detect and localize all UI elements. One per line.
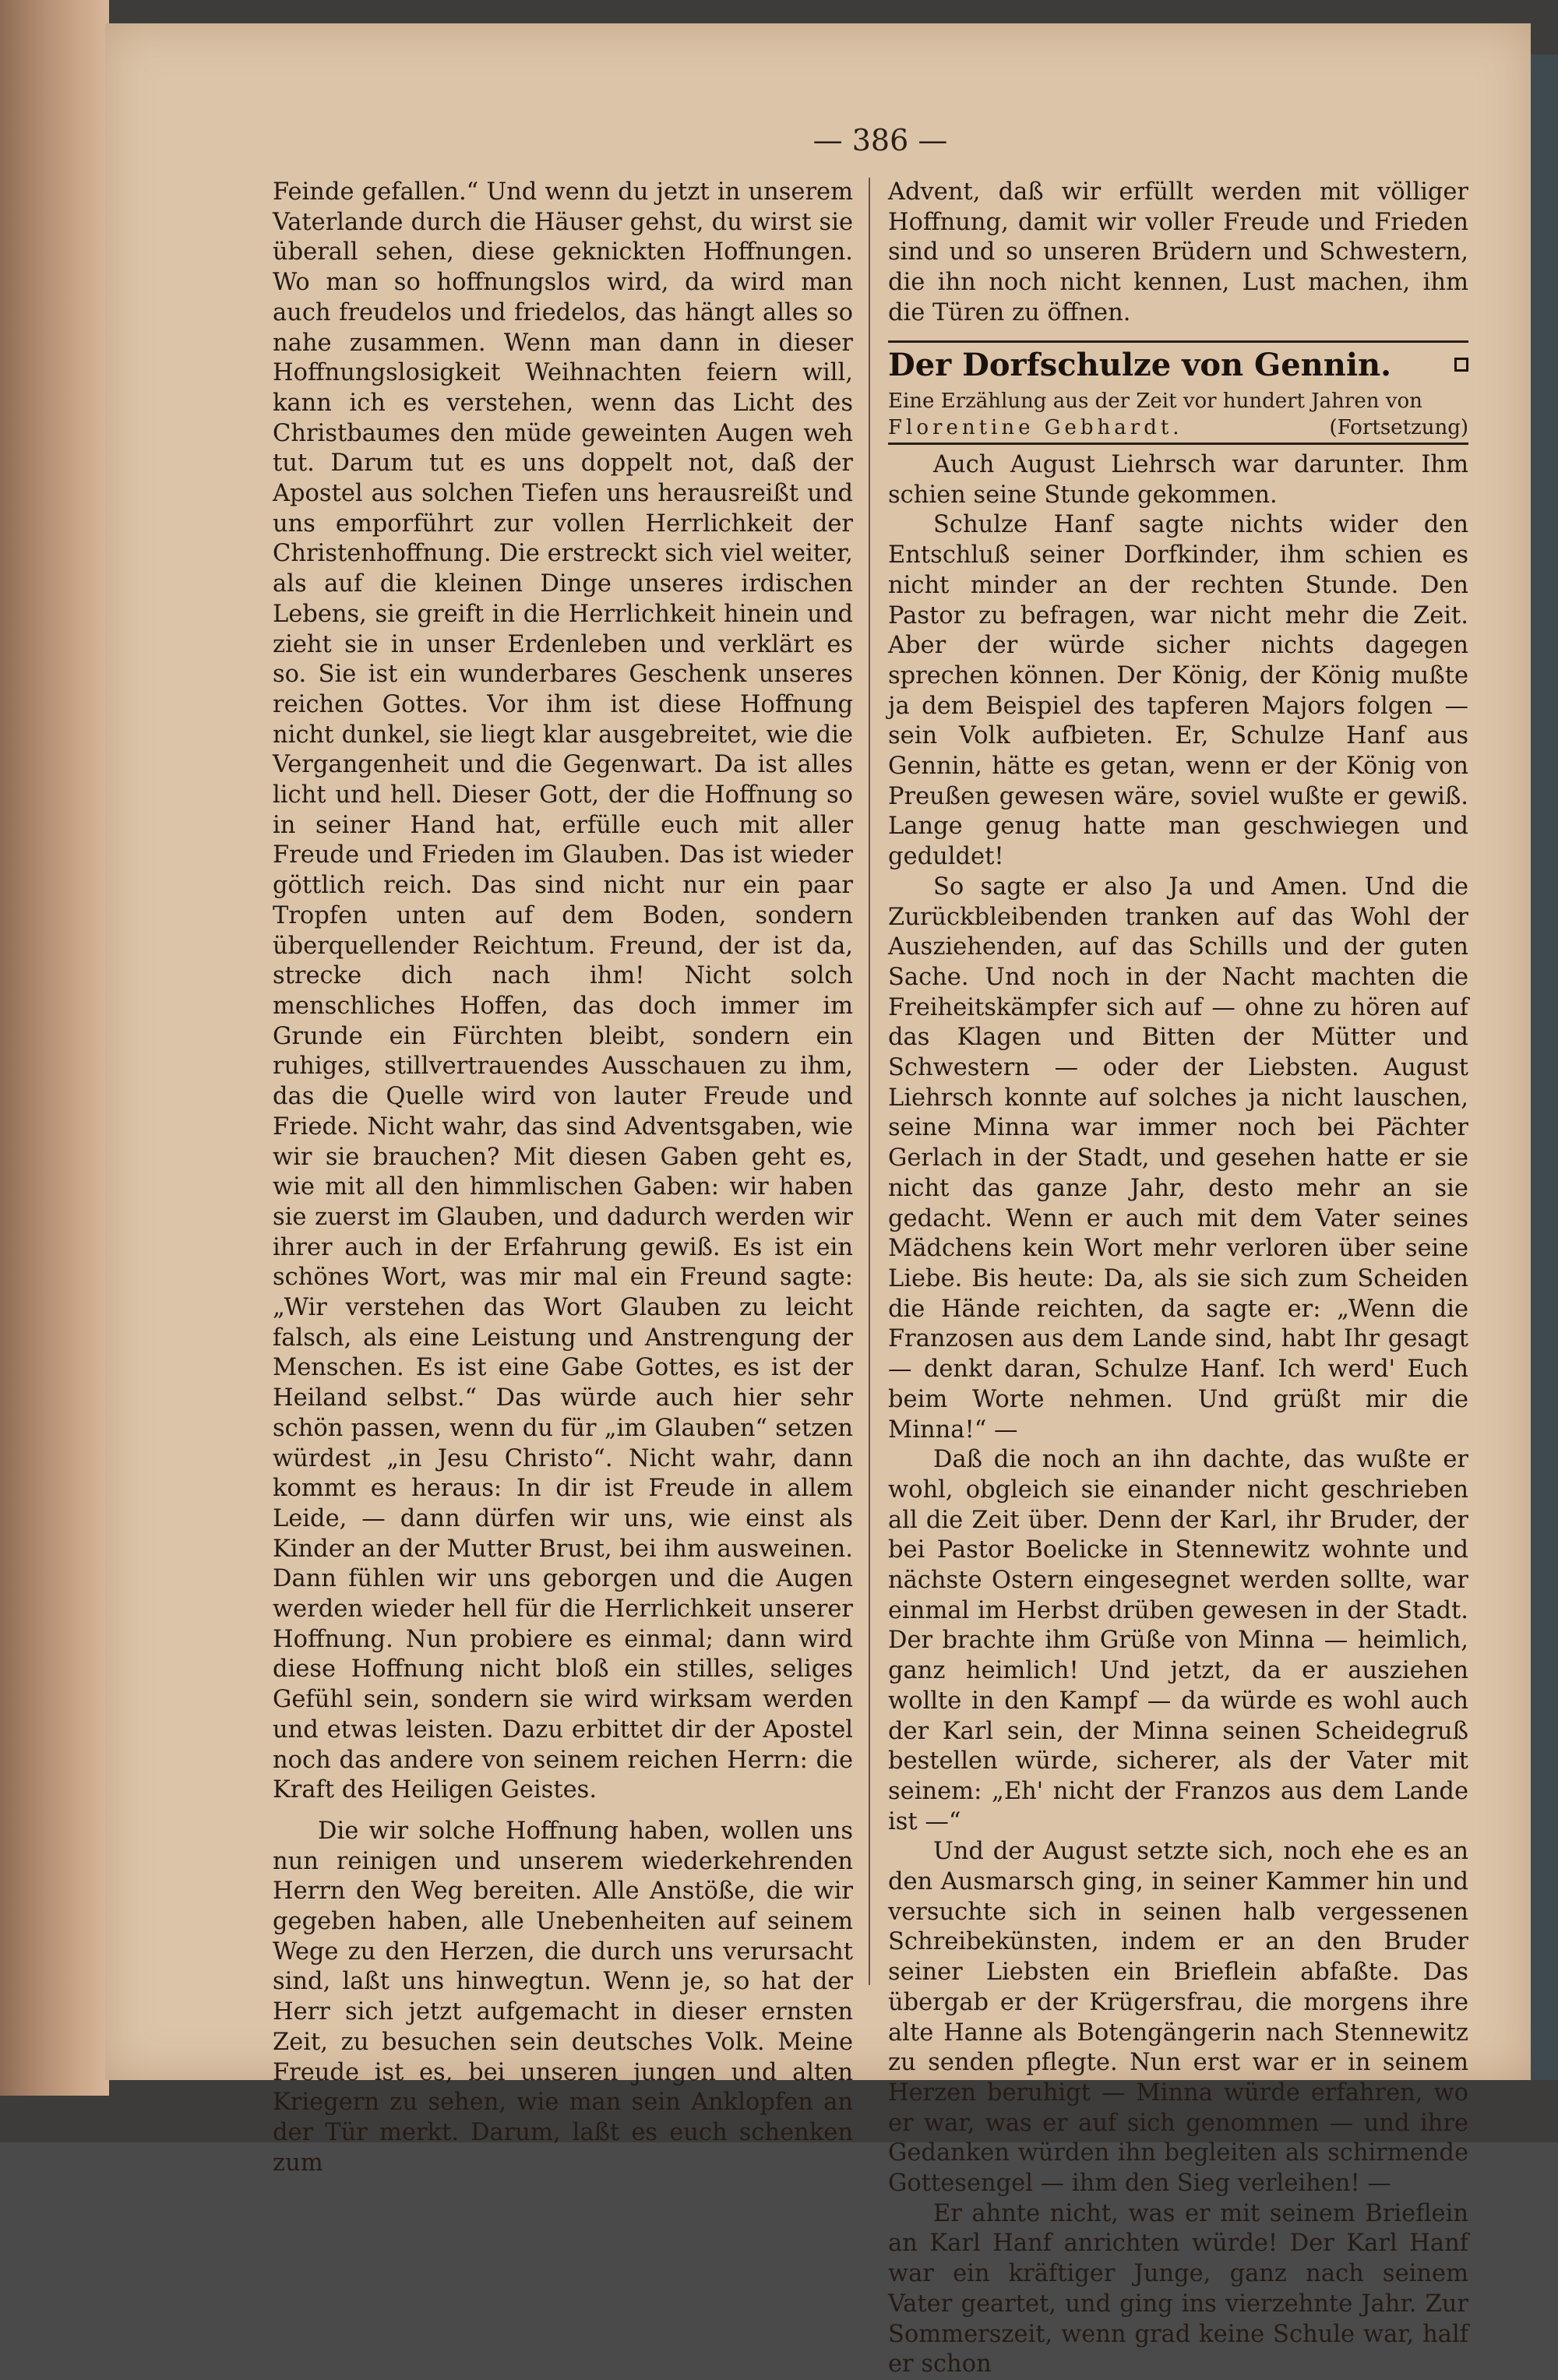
page-number: — 386 —: [812, 123, 948, 157]
story-author: Florentine Gebhardt.: [888, 416, 1183, 439]
subtitle-line-1: Eine Erzählung aus der Zeit vor hundert Jahren von: [888, 390, 1422, 413]
right-column-intro: [888, 178, 1468, 329]
story-paragraph: Schulze Hanf sagte nichts wider den Entschluß seiner Dorfkinder, ihm schien es nicht minder an der rechten Stunde. Den Pastor zu befragen, war nicht mehr die Zeit. Aber der würde sicher nichts dagegen sprechen können. Der König, der König mußte ja dem Beispiel des tapferen Majors folgen — sein Volk aufbieten. Er, Schulze Hanf aus Gennin, hätte es getan, wenn er der König von Preußen gewesen wäre, soviel wußte er gewiß. Lange genug hatte man geschwiegen und geduldet!: [888, 511, 1468, 871]
story-paragraph: Und der August setzte sich, noch ehe es an den Ausmarsch ging, in seiner Kammer hin und versuchte sich in seinen halb vergessenen Schreibekünsten, indem er an den Bruder seiner Liebsten ein Brieflein abfaßte. Das übergab er der Krügersfrau, die morgens ihre alte Hanne als Botengängerin nach Stennewitz zu senden pflegte. Nun erst war er in seinem Herzen beruhigt — Minna würde erfahren, wo er war, was er auf sich genommen — und ihre Gedanken würden ihn begleiten als schirmende Gottesengel — ihm den Sieg verleihen! —: [888, 1838, 1468, 2198]
right-intro-paragraph: Advent, daß wir erfüllt werden mit völliger Hoffnung, damit wir voller Freude und Frieden sind und so unseren Brüdern und Schwestern, die ihn noch nicht kennen, Lust machen, ihm die Türen zu öffnen.: [888, 178, 1468, 326]
left-paragraph-2: Die wir solche Hoffnung haben, wollen uns nun reinigen und unserem wiederkehrenden Herrn den Weg bereiten. Alle Anstöße, die wir gegeben haben, alle Unebenheiten auf seinem Wege zu den Herzen, die durch uns verursacht sind, laßt uns hinwegtun. Wenn je, so hat der Herr sich jetzt aufgemacht in dieser ernsten Zeit, zu besuchen sein deutsches Volk. Meine Freude ist es, bei unseren jungen und alten Kriegern zu sehen, wie man sein Anklopfen an der Tür merkt. Darum, laßt es euch schenken zum: [273, 1817, 853, 2177]
right-column-story: [888, 450, 1468, 2380]
story-top-rule: [888, 340, 1468, 343]
story-paragraph: Daß die noch an ihn dachte, das wußte er wohl, obgleich sie einander nicht geschrieben all die Zeit über. Denn der Karl, ihr Bruder, der bei Pastor Boelicke in Stennewitz wohnte und nächste Ostern eingesegnet werden sollte, war einmal im Herbst drüben gewesen in der Stadt. Der brachte ihm Grüße von Minna — heimlich, ganz heimlich! Und jetzt, da er ausziehen wollte in den Kampf — da würde es wohl auch der Karl sein, der Minna seinen Scheidegruß bestellen würde, sicherer, als der Vater mit seinem: „Eh' nicht der Franzos aus dem Lande ist —“: [888, 1446, 1468, 1835]
continuation-label: (Fortsetzung): [1329, 416, 1468, 439]
story-title: [888, 347, 1468, 386]
story-paragraph: Er ahnte nicht, was er mit seinem Brieflein an Karl Hanf anrichten würde! Der Karl Hanf war ein kräftiger Junge, ganz nach seinem Vater geartet, und ging ins vierzehnte Jahr. Zur Sommerszeit, wenn grad keine Schule war, half er schon: [888, 2199, 1468, 2378]
story-paragraph: So sagte er also Ja und Amen. Und die Zurückbleibenden tranken auf das Wohl der Ausziehenden, auf das Schills und der guten Sache. Und noch in der Nacht machten die Freiheitskämpfer sich auf — ohne zu hören auf das Klagen und Bitten der Mütter und Schwestern — oder der Liebsten. August Liehrsch konnte auf solches ja nicht lauschen, seine Minna war immer noch bei Pächter Gerlach in der Stadt, und gesehen hatte er sie nicht das ganze Jahr, desto mehr an sie gedacht. Wenn er auch mit dem Vater seines Mädchens kein Wort mehr verloren über seine Liebe. Bis heute: Da, als sie sich zum Scheiden die Hände reichten, da sagte er: „Wenn die Franzosen aus dem Lande sind, habt Ihr gesagt — denkt daran, Schulze Hanf. Ich werd' Euch beim Worte nehmen. Und grüßt mir die Minna!“ —: [888, 873, 1468, 1444]
book-edge: [0, 0, 109, 2096]
left-column: [273, 178, 853, 2178]
story-title-text: Der Dorfschulze von Gennin.: [888, 347, 1392, 383]
story-bottom-rule: [888, 443, 1468, 445]
left-paragraph-1: Feinde gefallen.“ Und wenn du jetzt in unserem Vaterlande durch die Häuser gehst, du wirst sie überall sehen, diese geknickten Hoffnungen. Wo man so hoffnungslos wird, da wird man auch freudelos und friedelos, das hängt alles so nahe zusammen. Wenn man dann in dieser Hoffnungslosigkeit Weihnachten feiern will, kann ich es verstehen, wenn das Licht des Christbaumes den müde geweinten Augen weh tut. Darum tut es uns doppelt not, daß der Apostel aus solchen Tiefen uns herausreißt und uns emporführt zur vollen Herrlichkeit der Christenhoffnung. Die erstreckt sich viel weiter, als auf die kleinen Dinge unseres irdischen Lebens, sie greift in die Herrlichkeit hinein und zieht sie in unser Erdenleben und verklärt es so. Sie ist ein wunderbares Geschenk unseres reichen Gottes. Vor ihm ist diese Hoffnung nicht dunkel, sie liegt klar ausgebreitet, wie die Vergangenheit und die Gegenwart. Da ist alles licht und hell. Dieser Gott, der die Hoffnung so in seiner Hand hat, erfülle euch mit aller Freude und Frieden im Glauben. Das ist wieder göttlich reich. Das sind nicht nur ein paar Tropfen unten auf dem Boden, sondern überquellender Reichtum. Freund, der ist da, strecke dich nach ihm! Nicht solch menschliches Hoffen, das doch immer im Grunde ein Fürchten bleibt, sondern ein ruhiges, stillvertrauendes Ausschauen zu ihm, das die Quelle wird von lauter Freude und Friede. Nicht wahr, das sind Adventsgaben, wie wir sie brauchen? Mit diesen Gaben geht es, wie mit all den himmlischen Gaben: wir haben sie zuerst im Glauben, und dadurch werden wir ihrer auch in der Erfahrung gewiß. Es ist ein schönes Wort, was mir mal ein Freund sagte: „Wir verstehen das Wort Glauben zu leicht falsch, als eine Leistung und Anstrengung der Menschen. Es ist eine Gabe Gottes, es ist der Heiland selbst.“ Das würde auch hier sehr schön passen, wenn du für „im Glauben“ setzen würdest „in Jesu Christo“. Nicht wahr, dann kommt es heraus: In dir ist Freude in allem Leide, — dann dürfen wir uns, wie einst als Kinder an der Mutter Brust, bei ihm ausweinen. Dann fühlen wir uns geborgen und die Augen werden wieder hell für die Herrlichkeit unserer Hoffnung. Nun probiere es einmal; dann wird diese Hoffnung nicht bloß ein stilles, seliges Gefühl sein, sondern sie wird wirksam werden und etwas leisten. Dazu erbittet dir der Apostel noch das andere von seinem reichen Herrn: die Kraft des Heiligen Geistes.: [273, 178, 853, 1804]
book-cover-edge: [1528, 55, 1558, 2080]
subtitle-line-2: [888, 414, 1468, 441]
column-divider: [869, 178, 870, 1985]
story-subtitle: [888, 388, 1468, 441]
story-paragraph: Auch August Liehrsch war darunter. Ihm schien seine Stunde gekommen.: [888, 451, 1468, 509]
square-icon: [1454, 358, 1468, 372]
